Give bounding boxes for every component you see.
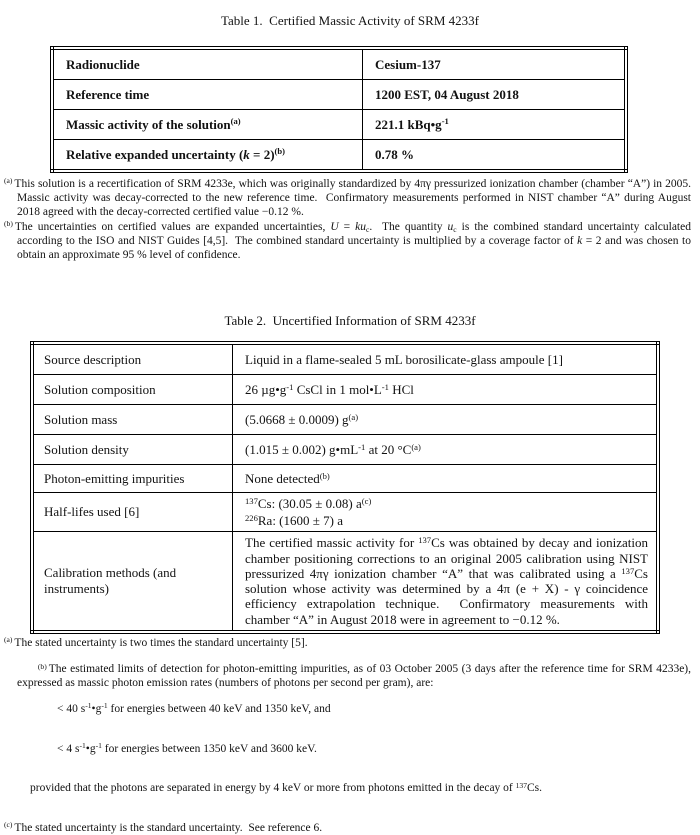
footnote-text: This solution is a recertification of SRM 4233e, which was originally standardized by 4πγ pressurized ionization chamber (chamber “A”) in 2005. Massic activity was decay-corrected to the new reference time. Confirmatory measurements performed in NIST chamber “A” during August 2018 agreed with the decay-corrected certified value −0.12 %. bbox=[14, 178, 697, 219]
table2-footnotes bbox=[4, 635, 694, 835]
table1-title: Table 1. Certified Massic Activity of SRM 4233f bbox=[221, 13, 479, 28]
footnote-text: The uncertainties on certified values are expanded uncertainties, U = kuc. The quantity uc is the combined standard uncertainty calculated according to the ISO and NIST Guides [4,5]. The combined standard uncertainty is multiplied by a coverage factor of k = 2 and was chosen to obtain an approximate 95 % level of confidence. bbox=[14, 220, 694, 262]
row-value-cell bbox=[233, 493, 659, 532]
footnote-marker: (c) bbox=[4, 820, 13, 830]
row-label-cell: Photon-emitting impurities bbox=[32, 465, 233, 493]
table1 bbox=[50, 46, 628, 173]
table-row bbox=[32, 405, 658, 435]
footnote bbox=[4, 176, 697, 220]
footnote-marker: (b) bbox=[37, 661, 47, 671]
table-row bbox=[52, 110, 626, 140]
row-label-cell: Radionuclide bbox=[52, 48, 363, 80]
table-row bbox=[32, 375, 658, 405]
row-value-cell: 0.78 % bbox=[363, 140, 627, 172]
row-value-cell: Liquid in a flame-sealed 5 mL borosilicate-glass ampoule [1] bbox=[233, 343, 659, 375]
row-value-cell: None detected$^{(b)}$ bbox=[233, 465, 659, 493]
row-label-cell: Source description bbox=[32, 343, 233, 375]
footnote bbox=[4, 650, 694, 822]
table-row bbox=[32, 343, 658, 375]
table-row bbox=[52, 80, 626, 110]
row-label-cell: Reference time bbox=[52, 80, 363, 110]
footnote-text: The stated uncertainty is the standard uncertainty. See reference 6. bbox=[14, 821, 323, 834]
row-label-cell: Relative expanded uncertainty (k = 2)$^{(b)}$ bbox=[52, 140, 363, 172]
footnote-marker: (b) bbox=[4, 218, 13, 228]
row-label-cell: Solution composition bbox=[32, 375, 233, 405]
footnote-continuation: provided that the photons are separated in energy by 4 keV or more from photons emitted in the decay of $^{137}$Cs. bbox=[30, 780, 543, 795]
row-value-cell: The certified massic activity for $^{137}$Cs was obtained by decay and ionization chamber positioning corrections to an original 2005 calibration using NIST pressurized 4πγ ionization chamber “A” that was calibrated using a $^{137}$Cs solution whose activity was determined by a 4π (e + X) - γ coincidence efficiency extrapolation technique. Confirmatory measurements with chamber “A” in August 2018 were in agreement to −0.12 %. bbox=[233, 532, 659, 632]
footnote bbox=[4, 637, 691, 650]
row-label-cell: Solution mass bbox=[32, 405, 233, 435]
row-label-cell: Calibration methods (and instruments) bbox=[32, 532, 233, 632]
row-value-cell: (5.0668 ± 0.0009) $g^{(a)}$ bbox=[233, 405, 659, 435]
footnote-marker: (a) bbox=[4, 176, 13, 186]
footnote-subline: < 4 $s^{-1}•g^{-1}$ for energies between 1350 keV and 3600 keV. bbox=[57, 740, 317, 755]
row-value-cell: (1.015 ± 0.002) $g•mL^{-1}$ at 20 $^\circ C^{(a)}$ bbox=[233, 435, 659, 465]
row-label-cell: Half-lifes used [6] bbox=[32, 493, 233, 532]
half-life-line: $^{137}$Cs: (30.05 ± 0.08) $a^{(c)}$ bbox=[245, 496, 372, 512]
table-row bbox=[32, 532, 658, 632]
table-row bbox=[32, 435, 658, 465]
footnote bbox=[4, 822, 691, 835]
table-row bbox=[52, 140, 626, 172]
row-value-cell: Cesium-137 bbox=[363, 48, 627, 80]
footnote-text: The estimated limits of detection for photon-emitting impurities, as of 03 October 2005 (3 days after the reference time for SRM 4233e), expressed as massic photon emission rates (numbers of photons per second per gram), are: bbox=[17, 663, 694, 689]
table2-title: Table 2. Uncertified Information of SRM 4233f bbox=[224, 313, 476, 329]
table-row bbox=[32, 493, 658, 532]
row-value-cell: 221.1 $kBq•g^{-1}$ bbox=[363, 110, 627, 140]
row-label-cell: Solution density bbox=[32, 435, 233, 465]
half-life-line: $^{226}$Ra: (1600 ± 7) a bbox=[245, 513, 343, 529]
row-value-cell: 1200 EST, 04 August 2018 bbox=[363, 80, 627, 110]
table-row bbox=[32, 465, 658, 493]
footnote-text: The stated uncertainty is two times the standard uncertainty [5]. bbox=[14, 637, 308, 649]
table2 bbox=[30, 341, 660, 634]
table-row bbox=[52, 48, 626, 80]
row-value-cell: 26 $\mu g•g^{-1}$ CsCl in 1 $mol•L^{-1}$ HCl bbox=[233, 375, 659, 405]
row-label-cell: Massic activity of the solution$^{(a)}$ bbox=[52, 110, 363, 140]
table1-footnotes bbox=[4, 176, 697, 262]
footnote-marker: (a) bbox=[4, 635, 13, 645]
footnote bbox=[4, 218, 694, 263]
footnote-subline: < 40 $s^{-1}•g^{-1}$ for energies between 40 keV and 1350 keV, and bbox=[57, 701, 331, 716]
